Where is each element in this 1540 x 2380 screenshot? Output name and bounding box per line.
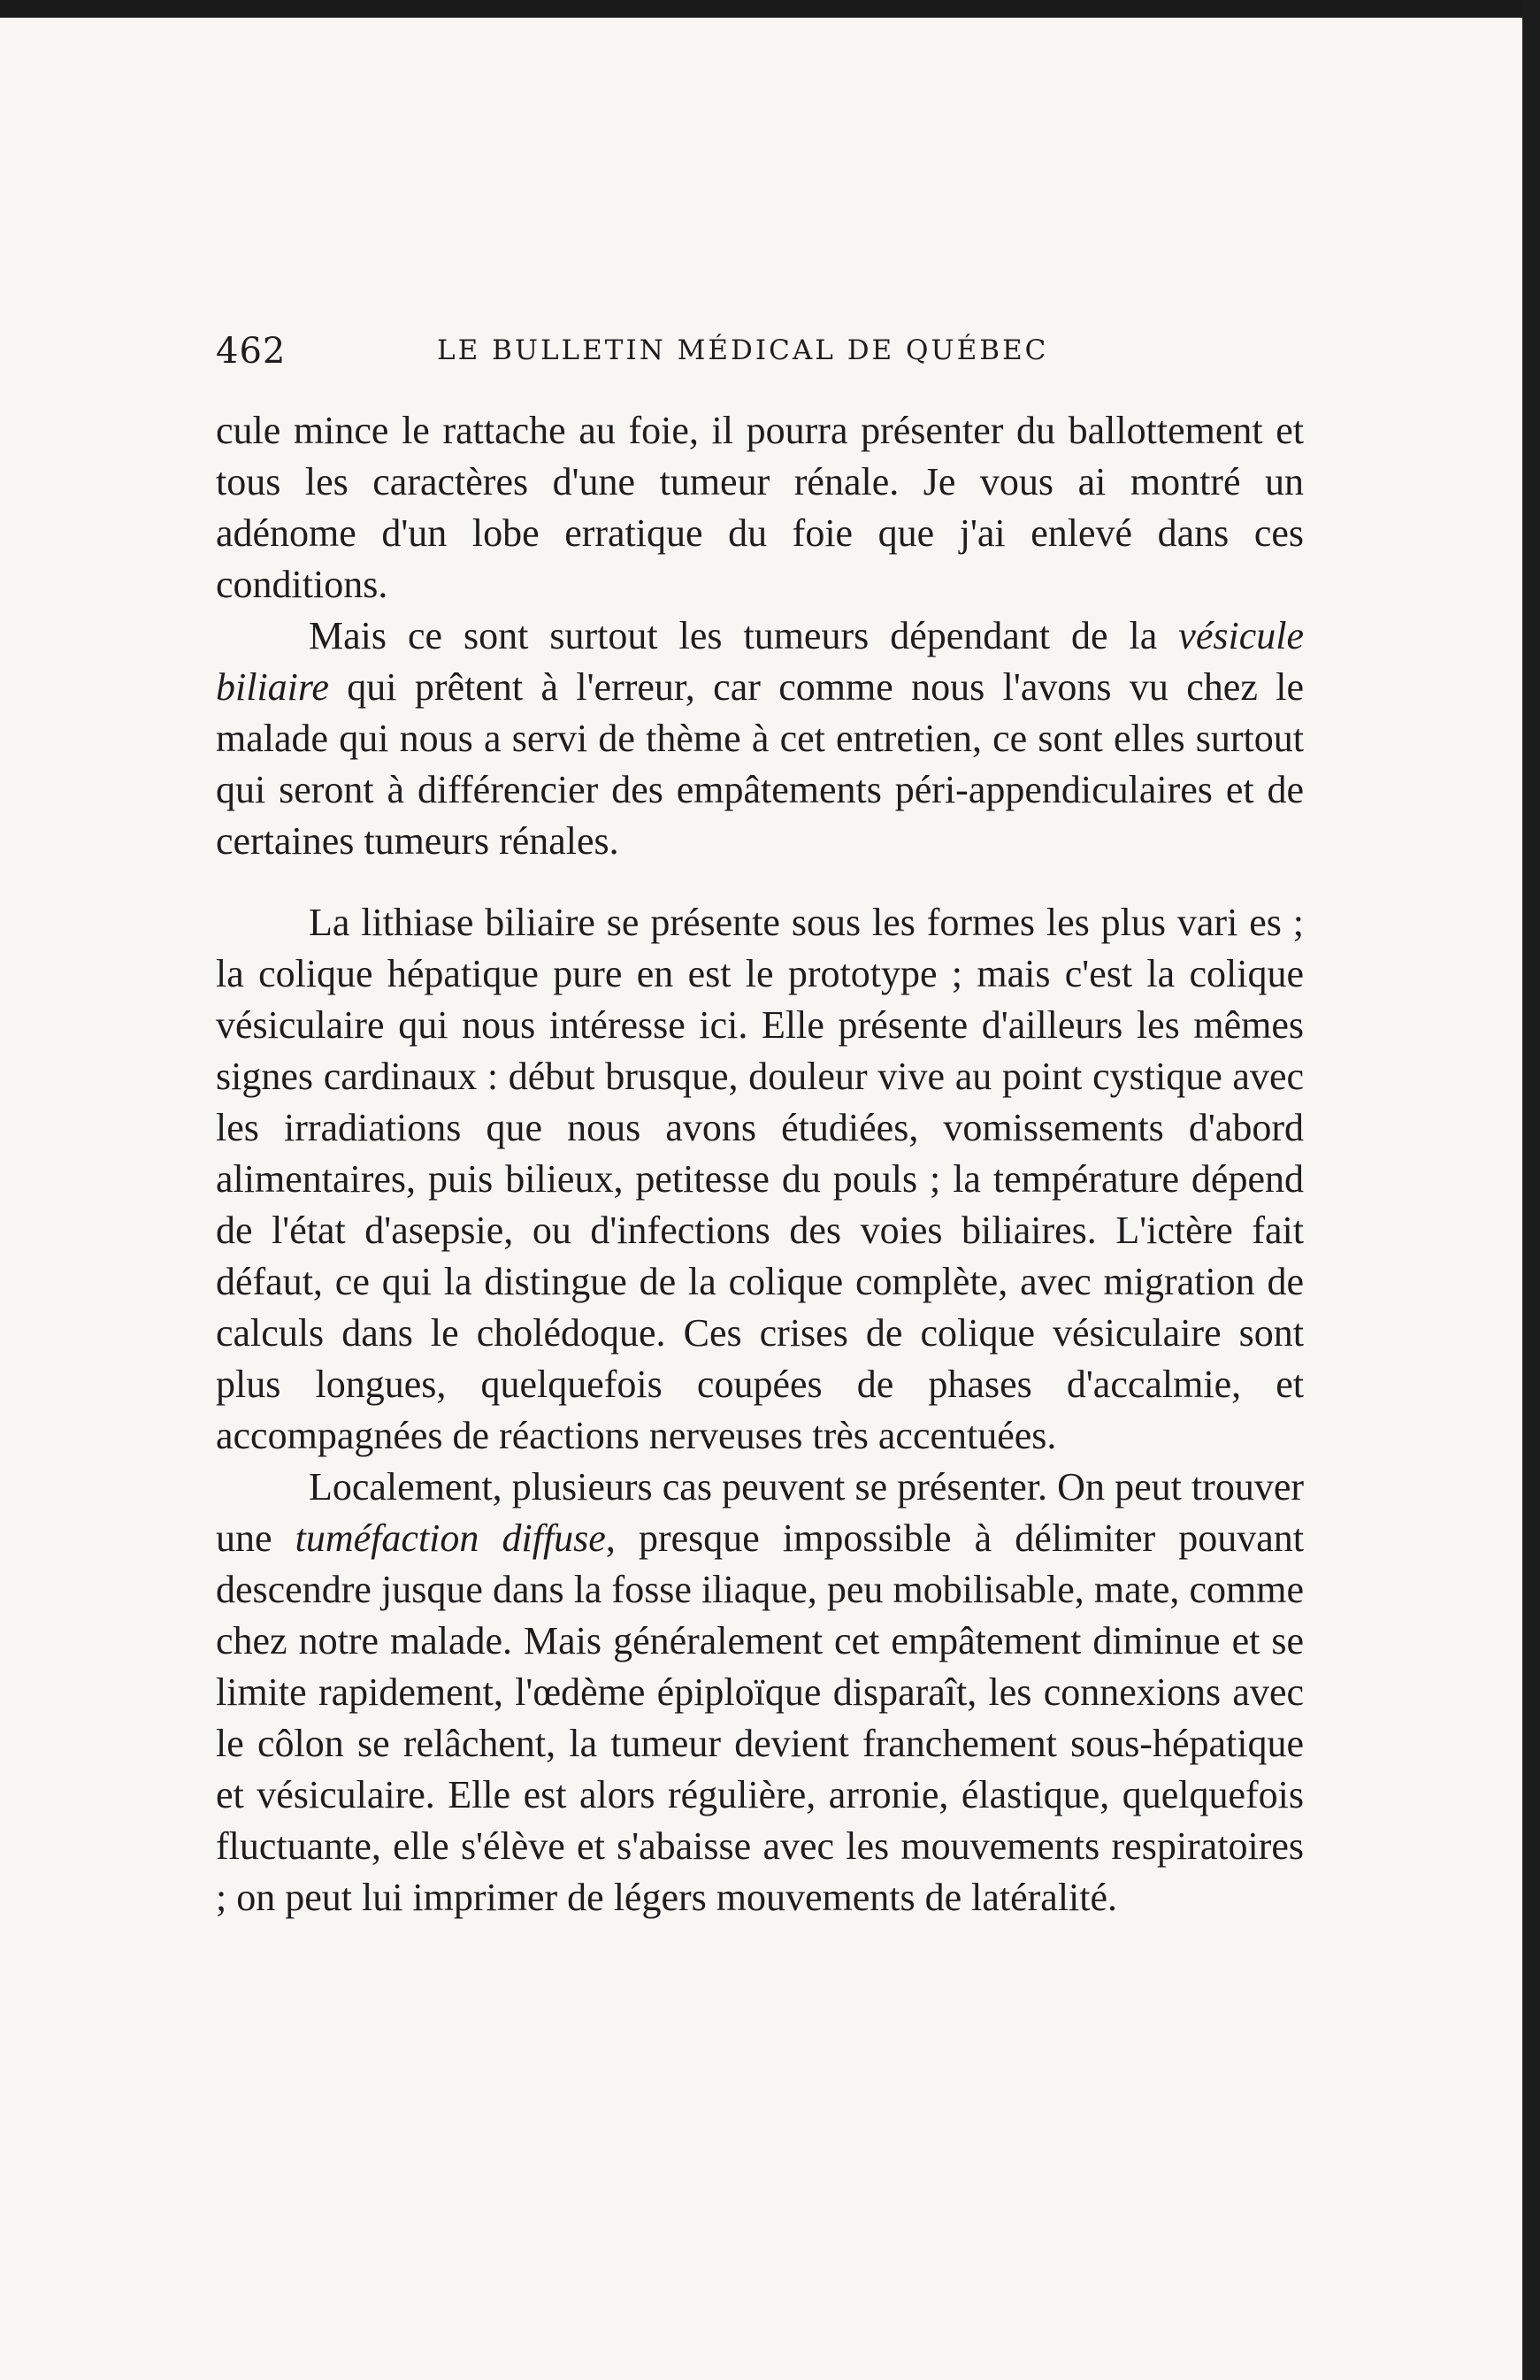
paragraph-4-text-a: Localement, plusieurs cas peuvent se présenter. On peut trouver une (216, 1465, 1304, 1560)
paragraph-1: cule mince le rattache au foie, il pourra présenter du ballottement et tous les caractères d'une tumeur rénale. Je vous ai montré un adénome d'un lobe erratique du foie que j'ai enlevé dans ces conditions. (216, 409, 1304, 606)
paragraph-2 (216, 610, 1304, 867)
paragraph-2-text-a: Mais ce sont surtout les tumeurs dépendant de la (309, 614, 1179, 657)
paragraph-2-italic: vésicule biliaire (216, 614, 1304, 709)
body-text (216, 405, 1304, 1923)
paragraph-4-italic: tuméfaction diffuse (295, 1516, 606, 1560)
page (216, 326, 1304, 1923)
journal-title: LE BULLETIN MÉDICAL DE QUÉBEC (437, 334, 1049, 366)
paragraph-4 (216, 1462, 1304, 1923)
right-border (1522, 0, 1540, 2380)
paragraph-4-text-c: , presque impossible à délimiter pouvant descendre jusque dans la fosse iliaque, peu mobilisable, mate, comme chez notre malade. Mais généralement cet empâtement diminue et se limite rapidement, l'œdème épiploïque disparaît, les connexions avec le côlon se relâchent, la tumeur devient franchement sous-hépatique et vésiculaire. Elle est alors régulière, arronie, élastique, quelquefois fluctuante, elle s'élève et s'abaisse avec les mouvements respiratoires ; on peut lui imprimer de légers mouvements de latéralité. (216, 1516, 1305, 1919)
running-head (216, 326, 1304, 379)
paragraph-3: La lithiase biliaire se présente sous les formes les plus vari es ; la colique hépatique pure en est le prototype ; mais c'est la colique vésiculaire qui nous intéresse ici. Elle présente d'ailleurs les mêmes signes cardinaux : début brusque, douleur vive au point cystique avec les irradiations que nous avons étudiées, vomissements d'abord alimentaires, puis bilieux, petitesse du pouls ; la température dépend de l'état d'asepsie, ou d'infections des voies biliaires. L'ictère fait défaut, ce qui la distingue de la colique complète, avec migration de calculs dans le cholédoque. Ces crises de colique vésiculaire sont plus longues, quelquefois coupées de phases d'accalmie, et accompagnées de réactions nerveuses très accentuées. (216, 901, 1304, 1457)
top-border (0, 0, 1540, 18)
page-number: 462 (216, 331, 287, 372)
paragraph-2-text-c: qui prêtent à l'erreur, car comme nous l'avons vu chez le malade qui nous a servi de thème à cet entretien, ce sont elles surtout qui seront à différencier des empâtements péri-appendiculaires et de certaines tumeurs rénales. (216, 665, 1304, 863)
